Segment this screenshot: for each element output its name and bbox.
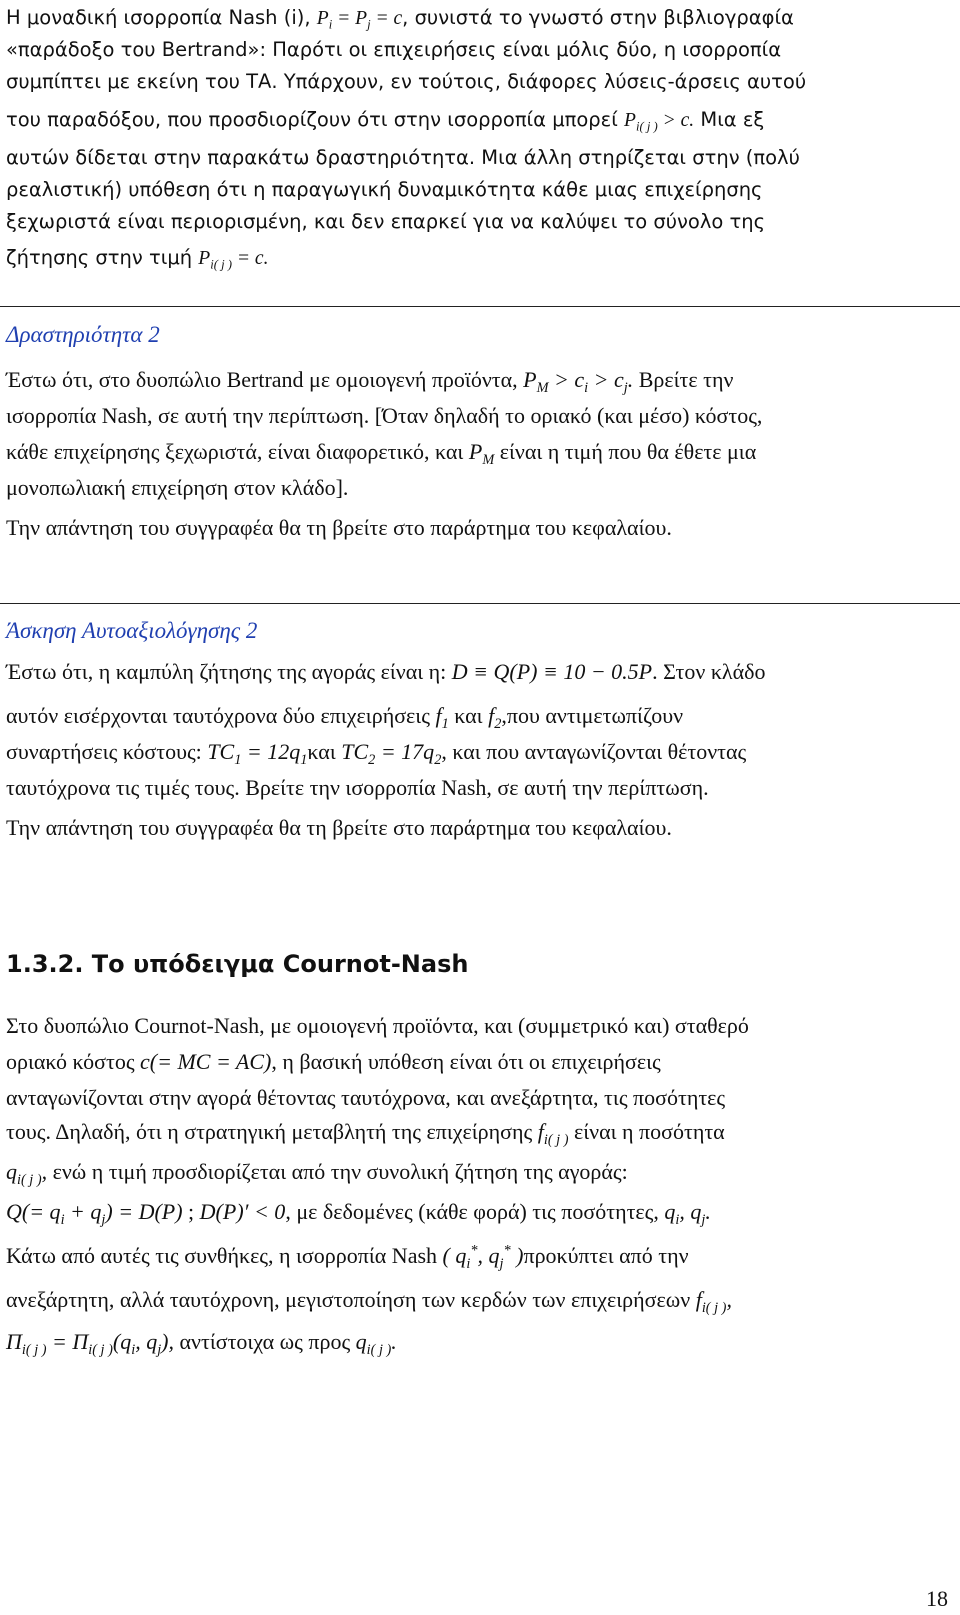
- intro-line-3: συμπίπτει με εκείνη του ΤΑ. Υπάρχουν, εν τούτοις, διάφορες λύσεις-άρσεις αυτού: [6, 70, 807, 93]
- intro-line-7: ξεχωριστά είναι περιορισμένη, και δεν επαρκεί για να καλύψει το σύνολο της: [6, 210, 766, 233]
- section-line-3: ανταγωνίζονται στην αγορά θέτοντας ταυτόχρονα, και ανεξάρτητα, τις ποσότητες: [6, 1085, 726, 1110]
- section-line-2: οριακό κόστος c(= MC = AC), η βασική υπόθεση είναι ότι οι επιχειρήσεις: [6, 1049, 661, 1074]
- page-number: 18: [926, 1586, 948, 1611]
- intro-line-2: «παράδοξο του Bertrand»: Παρότι οι επιχειρήσεις είναι μόλις δύο, η ισορροπία: [6, 38, 782, 61]
- activity-line-4: μονοπωλιακή επιχείρηση στον κλάδο].: [6, 475, 349, 500]
- activity-answer: Την απάντηση του συγγραφέα θα τη βρείτε στο παράρτημα του κεφαλαίου.: [6, 515, 672, 540]
- activity-title: Δραστηριότητα 2: [6, 322, 160, 347]
- intro-line-5: αυτών δίδεται στην παρακάτω δραστηριότητα. Μια άλλη στηρίζεται στην (πολύ: [6, 146, 800, 169]
- section-line-4: τους. Δηλαδή, ότι η στρατηγική μεταβλητή της επιχείρησης $f_{i( j )}$ είναι η ποσότητα: [6, 1119, 725, 1148]
- section-line-9: $\Pi_{i( j )} = \Pi_{i( j )}(q_i$, $q_j$), αντίστοιχα ως προς $q_{i( j )}$.: [6, 1329, 397, 1358]
- exercise-title: Άσκηση Αυτοαξιολόγησης 2: [6, 618, 258, 643]
- exercise-line-2: αυτόν εισέρχονται ταυτόχρονα δύο επιχειρήσεις $f_1$ και $f_2,\pi o\upsilon$ αντιμετωπίζουν: [6, 703, 684, 732]
- intro-line-8: ζήτησης στην τιμή $P_{i( j )} = c$.: [6, 246, 269, 272]
- divider-top: [0, 306, 960, 307]
- intro-line-6: ρεαλιστική) υπόθεση ότι η παραγωγική δυναμικότητα κάθε μιας επιχείρησης: [6, 178, 763, 201]
- section-line-6: $Q(= q_i + q_j) = D(P)$ ; D(P)′ < 0, με δεδομένες (κάθε φορά) τις ποσότητες, $q_i$, $q_j$.: [6, 1199, 711, 1228]
- section-line-8: ανεξάρτητη, αλλά ταυτόχρονη, μεγιστοποίηση των κερδών των επιχειρήσεων $f_{i( j )}$,: [6, 1287, 732, 1316]
- intro-line-1: Η μοναδική ισορροπία Nash (i), $P_i = P_j = c$, συνιστά το γνωστό στην βιβλιογραφία: [6, 6, 794, 32]
- exercise-line-1: Έστω ότι, η καμπύλη ζήτησης της αγοράς είναι η: D ≡ Q(P) ≡ 10 − 0.5P. Στον κλάδο: [6, 659, 766, 684]
- section-line-1: Στο δυοπώλιο Cournot-Nash, με ομοιογενή προϊόντα, και (συμμετρικό και) σταθερό: [6, 1013, 749, 1038]
- section-line-5: $q_{i( j )}$, ενώ η τιμή προσδιορίζεται από την συνολική ζήτηση της αγοράς:: [6, 1159, 628, 1188]
- exercise-answer: Την απάντηση του συγγραφέα θα τη βρείτε στο παράρτημα του κεφαλαίου.: [6, 815, 672, 840]
- exercise-line-3: συναρτήσεις κόστους: $TC_1 = 12q_1\kappa\alpha\iota$ $TC_2 = 17q_2$, και που ανταγωνίζονται θέτοντας: [6, 739, 747, 768]
- intro-line-4: του παραδόξου, που προσδιορίζουν ότι στην ισορροπία μπορεί $P_{i( j )} > c$. Μια εξ: [6, 108, 765, 134]
- divider-middle: [0, 603, 960, 604]
- activity-line-1: Έστω ότι, στο δυοπώλιο Bertrand με ομοιογενή προϊόντα, $P_M > c_i > c_j$. Βρείτε την: [6, 367, 734, 396]
- activity-line-2: ισορροπία Nash, σε αυτή την περίπτωση. [Όταν δηλαδή το οριακό (και μέσο) κόστος,: [6, 403, 763, 428]
- exercise-line-4: ταυτόχρονα τις τιμές τους. Βρείτε την ισορροπία Nash, σε αυτή την περίπτωση.: [6, 775, 709, 800]
- section-title: 1.3.2. Το υπόδειγμα Cournot-Nash: [6, 950, 469, 978]
- activity-line-3: κάθε επιχείρησης ξεχωριστά, είναι διαφορετικό, και $P_M$ είναι η τιμή που θα έθετε μια: [6, 439, 757, 468]
- section-line-7: Κάτω από αυτές τις συνθήκες, η ισορροπία Nash ( $q_i^*$, $q_j^*$ )προκύπτει από την: [6, 1242, 689, 1272]
